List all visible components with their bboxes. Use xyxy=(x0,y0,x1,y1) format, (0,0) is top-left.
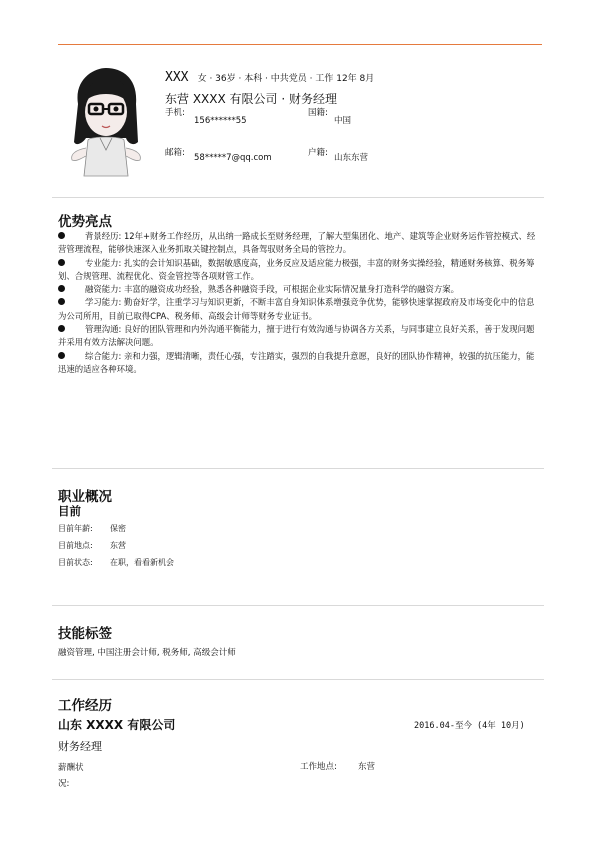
highlights-title: 优势亮点 xyxy=(58,214,112,230)
avatar xyxy=(64,64,148,182)
experience-title: 工作经历 xyxy=(58,698,112,714)
phone-label: 手机: xyxy=(165,108,185,118)
career-row-location: 目前地点: 东营 xyxy=(58,541,126,550)
email-label: 邮箱: xyxy=(165,148,185,158)
bullet-icon xyxy=(58,352,65,359)
phone-value: 156******55 xyxy=(194,116,247,126)
top-accent-rule xyxy=(58,44,542,45)
list-item: 背景经历: 12年+财务工作经历，从出纳一路成长至财务经理，了解大型集团化、地产、建筑等企业财务运作管控模式、经营管理流程，能够快速深入业务抓取关键控制点，具备驾驭财务全局的管控力。 xyxy=(58,231,536,255)
experience-position: 财务经理 xyxy=(58,740,102,753)
list-item: 融资能力: 丰富的融资成功经验，熟悉各种融资手段，可根据企业实际情况量身打造科学的融资方案。 xyxy=(58,283,542,296)
highlights-list xyxy=(58,230,542,376)
list-item: 学习能力: 勤奋好学，注重学习与知识更新，不断丰富自身知识体系增强竞争优势，能够快速掌握政府及市场变化中的信息为公司所用，目前已取得CPA、税务师、高级会计师等财务专业证书。 xyxy=(58,297,535,321)
hukou-value: 山东东营 xyxy=(334,153,369,163)
career-title: 职业概况 xyxy=(58,489,112,505)
career-row-salary: 目前年薪: 保密 xyxy=(58,524,126,533)
list-item: 专业能力: 扎实的会计知识基础，数据敏感度高，业务反应及适应能力极强，丰富的财务实操经验，精通财务核算、税务筹划、合规管理、流程优化、资金管控等各项财管工作。 xyxy=(58,257,535,281)
basic-info: 女 · 36岁 · 本科 · 中共党员 · 工作 12年 8月 xyxy=(197,74,375,84)
salary-label: 薪酬状况: xyxy=(58,763,84,789)
experience-period: 2016.04-至今 (4年 10月) xyxy=(414,721,525,731)
bullet-icon xyxy=(58,298,65,305)
list-item: 管理沟通: 良好的团队管理和内外沟通平衡能力，擅于进行有效沟通与协调各方关系，与同事建立良好关系，善于发现问题并采用有效方法解决问题。 xyxy=(58,324,535,348)
location-label: 工作地点: xyxy=(300,762,337,772)
bullet-icon xyxy=(58,285,65,292)
bullet-icon xyxy=(58,325,65,332)
section-divider xyxy=(52,679,544,680)
name-line xyxy=(165,66,374,85)
section-divider xyxy=(52,605,544,606)
email-value: 58*****7@qq.com xyxy=(194,153,272,163)
nationality-label: 国籍: xyxy=(308,108,328,118)
bullet-icon xyxy=(58,259,65,266)
location-value: 东营 xyxy=(358,762,376,772)
experience-company: 山东 XXXX 有限公司 xyxy=(58,718,176,732)
section-divider xyxy=(52,197,544,198)
hukou-label: 户籍: xyxy=(308,148,328,158)
career-subtitle: 目前 xyxy=(58,504,81,518)
section-divider xyxy=(52,468,544,469)
bullet-icon xyxy=(58,232,65,239)
skills-tags: 融资管理, 中国注册会计师, 税务师, 高级会计师 xyxy=(58,648,236,658)
skills-title: 技能标签 xyxy=(58,626,112,642)
list-item: 综合能力: 亲和力强，逻辑清晰，责任心强，专注踏实，强烈的自我提升意愿，良好的团队协作精神，较强的抗压能力，能迅速的适应各种环境。 xyxy=(58,350,535,374)
current-company-position: 东营 XXXX 有限公司 · 财务经理 xyxy=(165,92,337,106)
career-row-status: 目前状态: 在职，看看新机会 xyxy=(58,558,174,567)
candidate-name: XXX xyxy=(165,70,189,85)
nationality-value: 中国 xyxy=(334,116,352,126)
